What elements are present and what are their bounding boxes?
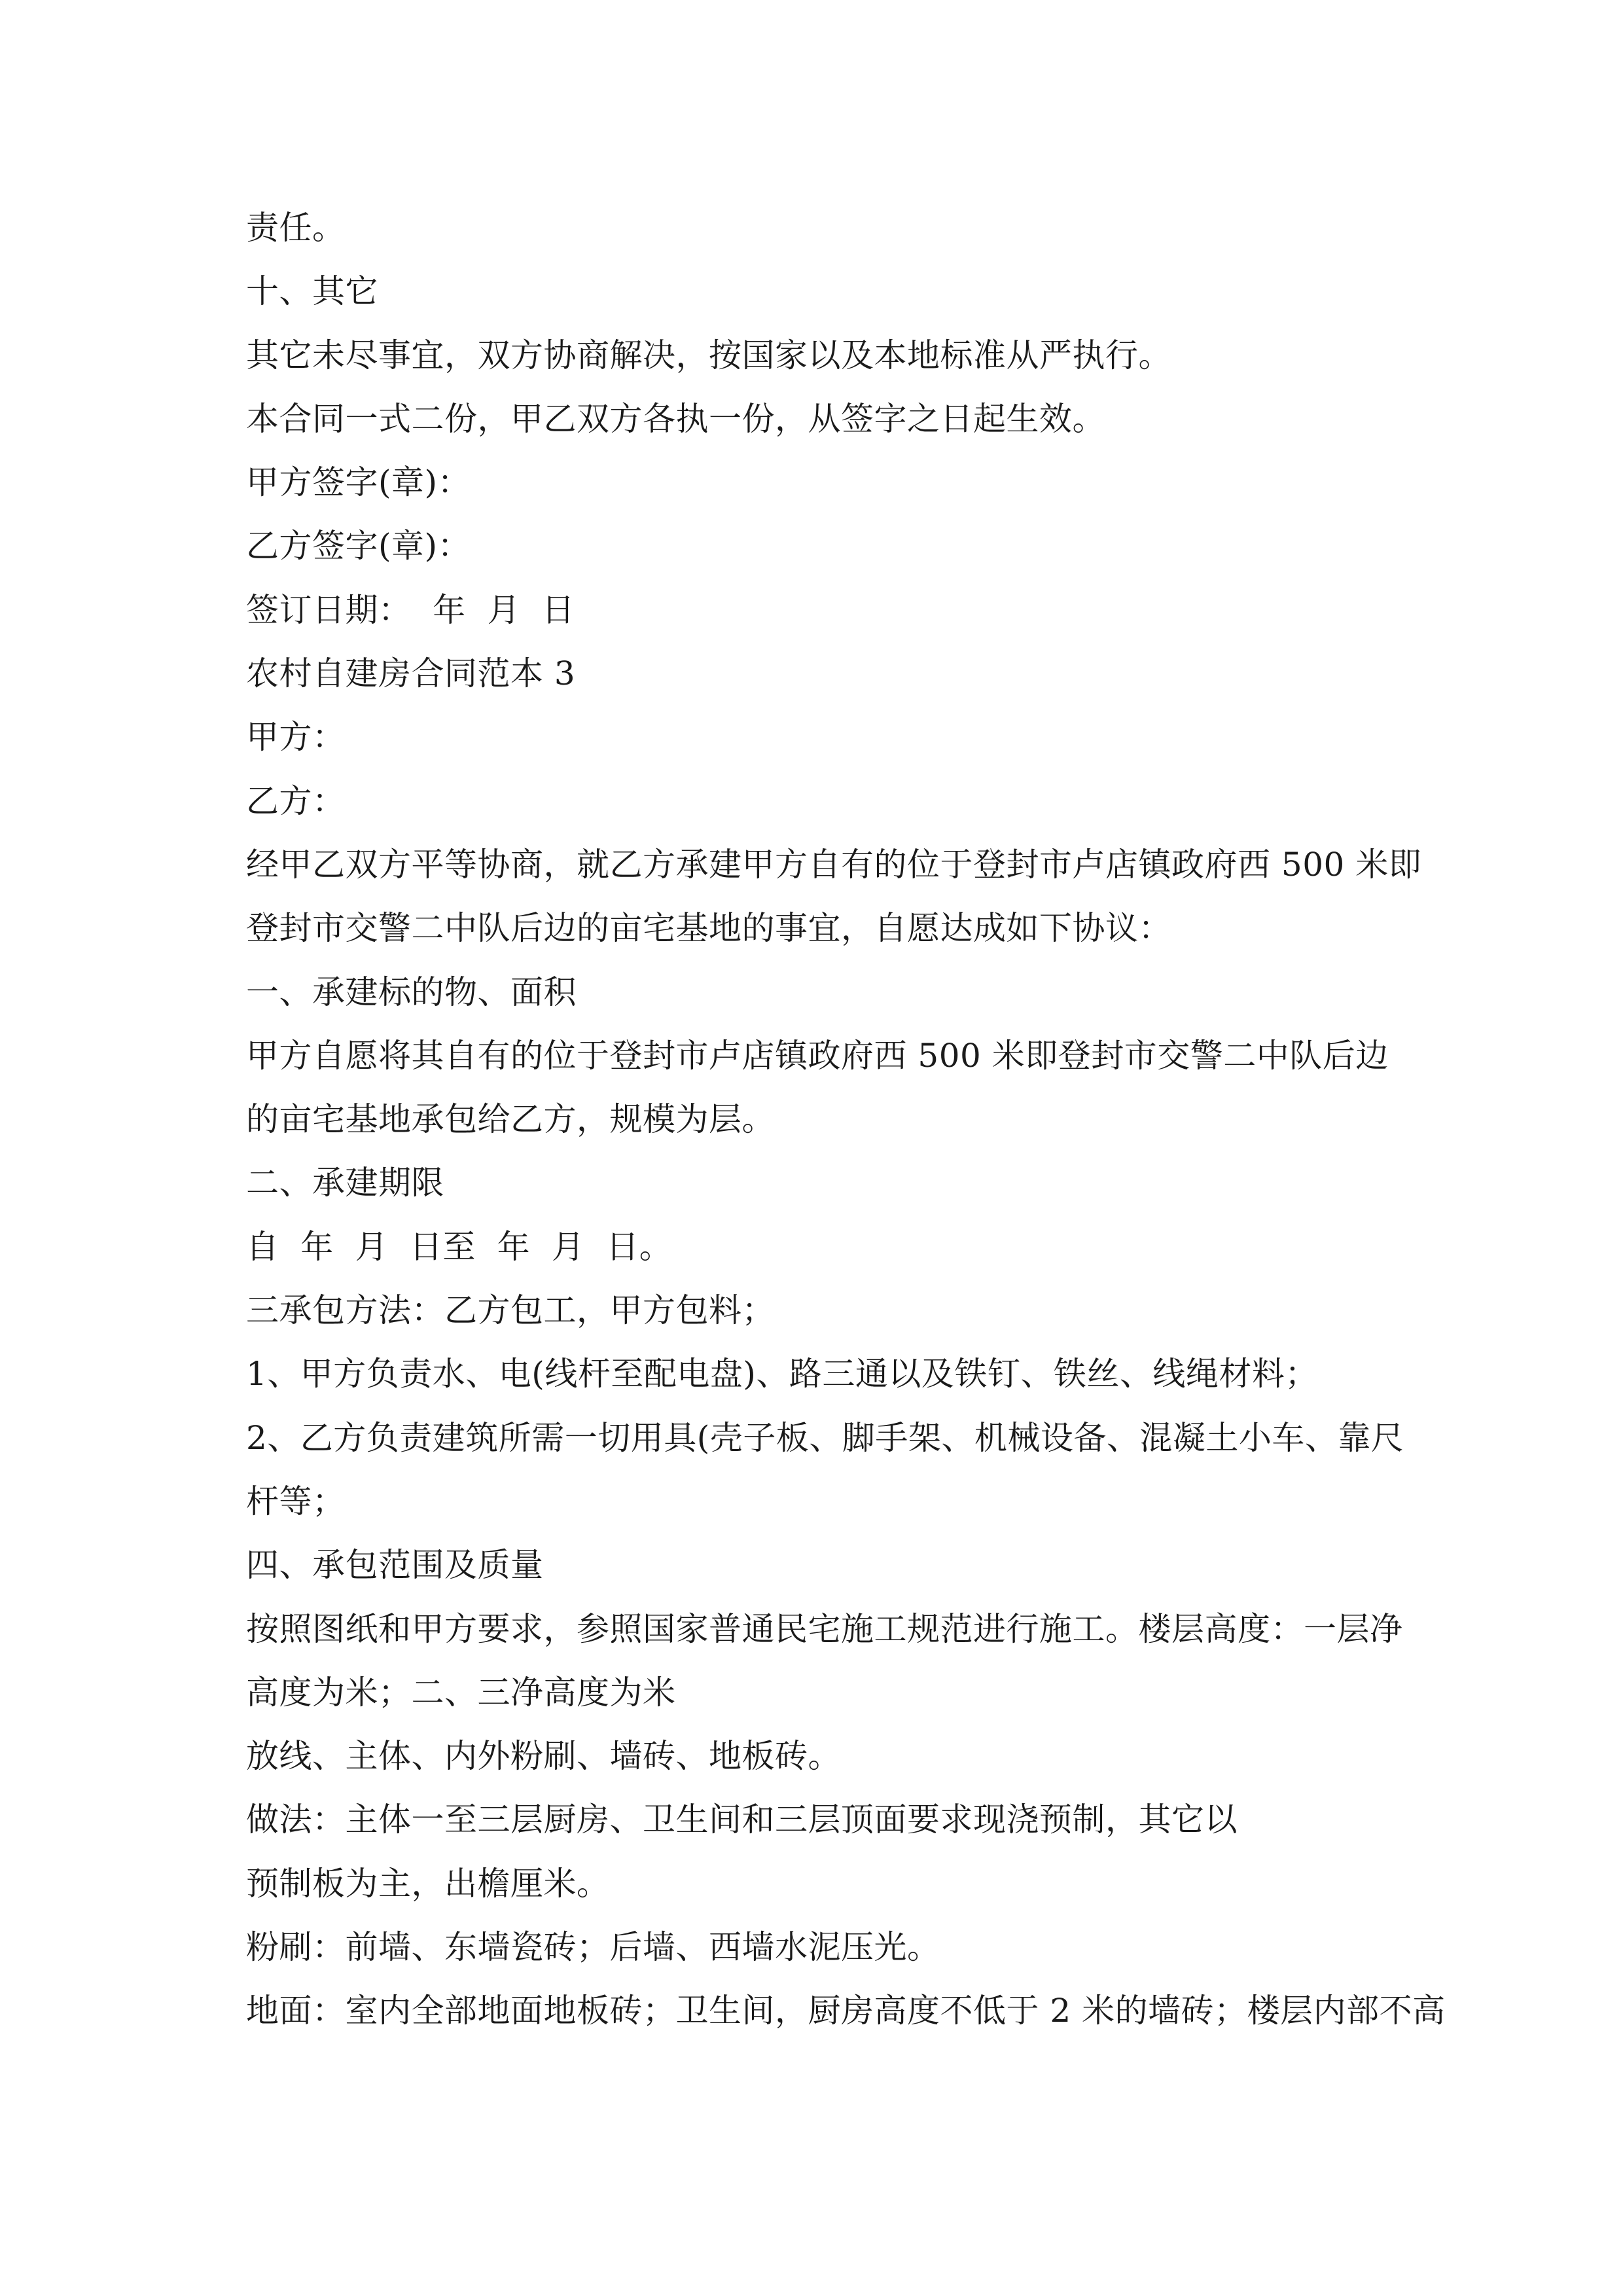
text-line: 粉刷：前墙、东墙瓷砖；后墙、西墙水泥压光。	[246, 1928, 940, 1967]
signature-line-party-a: 甲方签字(章)：	[246, 463, 471, 502]
contract-title: 农村自建房合同范本 3	[246, 655, 576, 693]
text-line: 本合同一式二份，甲乙双方各执一份，从签字之日起生效。	[246, 399, 1105, 438]
text-line: 杆等；	[246, 1482, 346, 1520]
signature-line-party-b: 乙方签字(章)：	[246, 527, 471, 565]
party-b-line: 乙方：	[246, 781, 346, 820]
section-heading: 二、承建期限	[246, 1164, 444, 1202]
text-line: 登封市交警二中队后边的亩宅基地的事宜，自愿达成如下协议：	[246, 909, 1171, 948]
section-heading: 一、承建标的物、面积	[246, 973, 577, 1011]
text-line: 放线、主体、内外粉刷、墙砖、地板砖。	[246, 1737, 841, 1776]
section-heading: 三承包方法：乙方包工，甲方包料；	[246, 1291, 775, 1330]
document-body	[246, 196, 1446, 2043]
text-line: 地面：室内全部地面地板砖；卫生间，厨房高度不低于 2 米的墙砖；楼层内部不高	[246, 1992, 1446, 2030]
text-line: 甲方自愿将其自有的位于登封市卢店镇政府西 500 米即登封市交警二中队后边	[246, 1036, 1389, 1075]
text-line: 的亩宅基地承包给乙方，规模为层。	[246, 1100, 775, 1139]
section-heading: 四、承包范围及质量	[246, 1546, 544, 1585]
list-item: 2、乙方负责建筑所需一切用具(壳子板、脚手架、机械设备、混凝土小车、靠尺	[246, 1418, 1404, 1457]
signing-date-line: 签订日期： 年 月 日	[246, 590, 575, 629]
text-line: 经甲乙双方平等协商，就乙方承建甲方自有的位于登封市卢店镇政府西 500 米即	[246, 845, 1422, 884]
list-item: 1、甲方负责水、电(线杆至配电盘)、路三通以及铁钉、铁丝、线绳材料；	[246, 1355, 1318, 1393]
party-a-line: 甲方：	[246, 718, 346, 757]
text-line: 做法：主体一至三层厨房、卫生间和三层顶面要求现浇预制，其它以	[246, 1801, 1238, 1839]
text-line: 其它未尽事宜，双方协商解决，按国家以及本地标准从严执行。	[246, 336, 1171, 374]
text-line: 自 年 月 日至 年 月 日。	[246, 1227, 673, 1266]
text-line: 责任。	[246, 209, 346, 247]
text-line: 按照图纸和甲方要求，参照国家普通民宅施工规范进行施工。楼层高度：一层净	[246, 1609, 1403, 1648]
section-heading: 十、其它	[246, 272, 378, 311]
text-line: 预制板为主，出檐厘米。	[246, 1864, 610, 1903]
text-line: 高度为米；二、三净高度为米	[246, 1673, 676, 1712]
